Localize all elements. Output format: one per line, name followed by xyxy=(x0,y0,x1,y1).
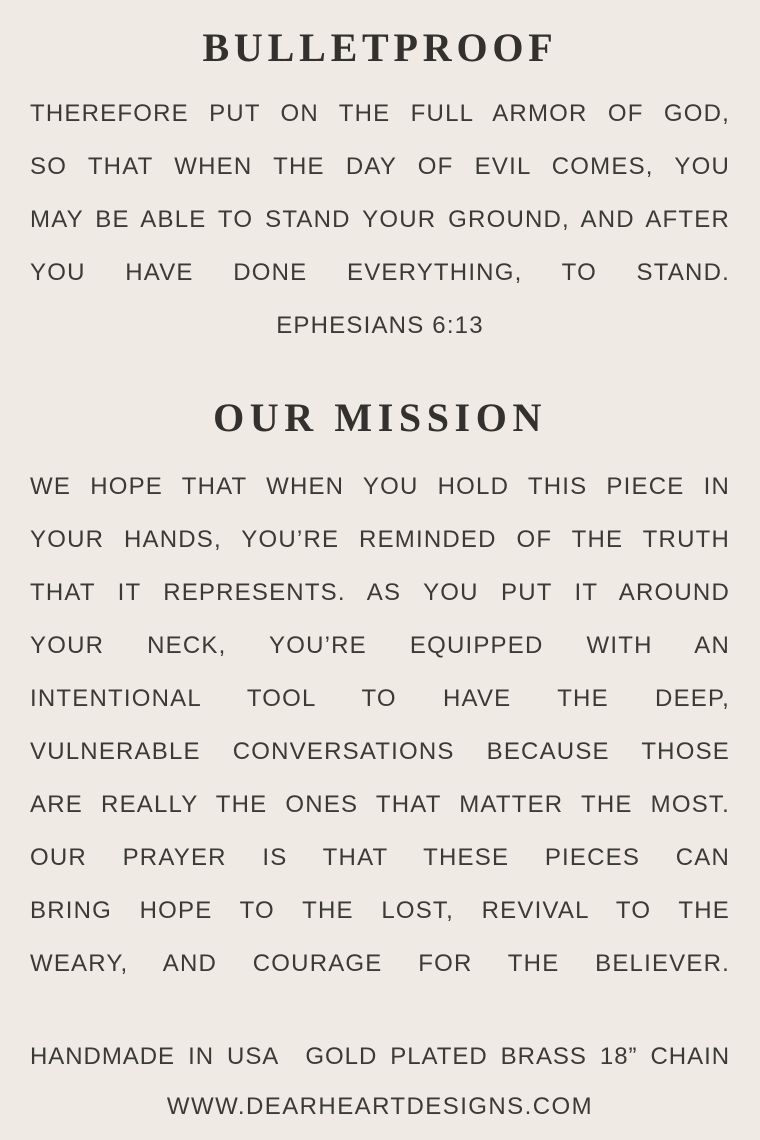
website-url: WWW.DEARHEARTDESIGNS.COM xyxy=(166,1093,594,1120)
mission-line: WEARY, AND COURAGE FOR THE BELIEVER. xyxy=(30,950,730,977)
product-details: HANDMADE IN USA GOLD PLATED BRASS 18” CHAIN xyxy=(30,1043,730,1070)
verse-line: YOU HAVE DONE EVERYTHING, TO STAND. xyxy=(30,259,730,286)
mission-line: OUR PRAYER IS THAT THESE PIECES CAN xyxy=(30,844,730,871)
mission-line: ARE REALLY THE ONES THAT MATTER THE MOST. xyxy=(30,791,730,818)
verse-line: THEREFORE PUT ON THE FULL ARMOR OF GOD, xyxy=(30,100,730,127)
product-title: BULLETPROOF xyxy=(202,25,558,70)
mission-statement-block xyxy=(30,460,730,990)
mission-heading: OUR MISSION xyxy=(213,395,547,440)
mission-line: YOUR NECK, YOU’RE EQUIPPED WITH AN xyxy=(30,632,730,659)
footer xyxy=(30,1032,730,1132)
bible-verse-block xyxy=(30,87,730,352)
mission-line: THAT IT REPRESENTS. AS YOU PUT IT AROUND xyxy=(30,579,730,606)
mission-line: WE HOPE THAT WHEN YOU HOLD THIS PIECE IN xyxy=(30,473,730,500)
mission-line: BRING HOPE TO THE LOST, REVIVAL TO THE xyxy=(30,897,730,924)
mission-line: INTENTIONAL TOOL TO HAVE THE DEEP, xyxy=(30,685,730,712)
verse-line: MAY BE ABLE TO STAND YOUR GROUND, AND AFTER xyxy=(30,206,730,233)
mission-line: VULNERABLE CONVERSATIONS BECAUSE THOSE xyxy=(30,738,730,765)
mission-line: YOUR HANDS, YOU’RE REMINDED OF THE TRUTH xyxy=(30,526,730,553)
verse-line: SO THAT WHEN THE DAY OF EVIL COMES, YOU xyxy=(30,153,730,180)
verse-reference: EPHESIANS 6:13 xyxy=(276,312,484,339)
